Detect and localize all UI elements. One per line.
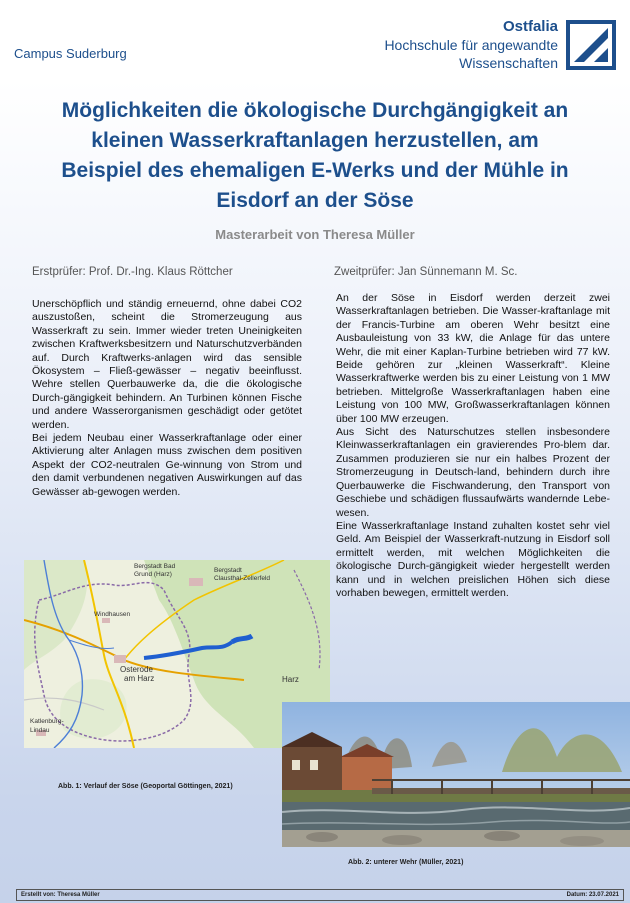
second-examiner: Zweitprüfer: Jan Sünnemann M. Sc. xyxy=(334,266,518,278)
logo-line-2: Hochschule für angewandte xyxy=(384,37,558,53)
footer-bar xyxy=(16,889,624,901)
weir-photo-graphic xyxy=(282,702,630,847)
title-line-3: Beispiel des ehemaligen E-Werks und der Mühle in xyxy=(61,159,569,182)
map-label-harz: Harz xyxy=(282,675,299,684)
right-paragraph-2: Aus Sicht des Naturschutzes stellen insbesondere Kleinwasserkraftanlagen ein gravierendes Pro-blem dar. Zusammen produzieren sie nur ein halbes Prozent der Stromerzeugung in Deutsch-land, behindern durch ihre Querbauwerke die Fischwanderung, den Transport von Geschiebe und schädigen flussaufwärts wandernde Lebe-wesen. xyxy=(336,426,610,519)
left-text-column xyxy=(32,298,302,499)
title-line-4: Eisdorf an der Söse xyxy=(216,189,414,212)
map-label-windhausen: Windhausen xyxy=(94,611,131,618)
logo-line-1: Ostfalia xyxy=(502,18,558,35)
poster-title xyxy=(10,96,620,216)
subtitle: Masterarbeit von Theresa Müller xyxy=(215,227,415,242)
left-paragraph-2: Bei jedem Neubau einer Wasserkraftanlage oder einer Aktivierung alter Anlagen muss zwischen dem positiven Aspekt der CO2-neutralen Ge-winnung von Strom und den damit verbundenen negativen Auswirkungen auf das Gewässer ab-gewogen werden. xyxy=(32,432,302,498)
left-paragraph-1: Unerschöpflich und ständig erneuernd, ohne dabei CO2 auszustoßen, scheint die Stromerzeugung aus Wasserkraft zu sein. Immer wieder treten Uneinigkeiten zwischen Kraftwerksbesitzern und Naturschutzverbänden auf. Durch Kraftwerks-anlagen wird das sensible Ökosystem – Fließ-gewässer – negativ beeinflusst. Wehre stellen Querbauwerke da, die die ökologische Durch-gängigkeit behindern. An Turbinen können Fische und andere Wasserorganismen geschädigt oder getötet werden. xyxy=(32,298,302,431)
photo-caption: Abb. 2: unterer Wehr (Müller, 2021) xyxy=(348,859,464,866)
map-label-grund: Grund (Harz) xyxy=(134,571,172,578)
title-line-1: Möglichkeiten die ökologische Durchgängigkeit an xyxy=(61,99,569,122)
university-name xyxy=(384,18,558,72)
map-label-clausthal-2: Clausthal-Zellerfeld xyxy=(214,575,270,582)
map-label-am-harz: am Harz xyxy=(124,674,155,683)
campus-label: Campus Suderburg xyxy=(14,46,127,61)
footer-created-by: Erstellt von: Theresa Müller xyxy=(21,892,100,898)
logo-line-3: Wissenschaften xyxy=(459,55,558,71)
map-caption: Abb. 1: Verlauf der Söse (Geoportal Göttingen, 2021) xyxy=(58,783,233,790)
footer-date: Datum: 23.07.2021 xyxy=(566,892,619,898)
weir-photo xyxy=(282,702,630,847)
right-text-column xyxy=(336,292,610,600)
first-examiner: Erstprüfer: Prof. Dr.-Ing. Klaus Röttcher xyxy=(32,266,233,278)
ostfalia-logo-icon xyxy=(566,20,616,70)
map-label-osterode: Osterode xyxy=(120,665,153,674)
title-line-2: kleinen Wasserkraftanlagen herzustellen, am xyxy=(91,129,539,152)
map-label-lindau: Lindau xyxy=(30,727,50,734)
map-label-clausthal-1: Bergstadt xyxy=(214,567,242,574)
right-paragraph-1: An der Söse in Eisdorf werden derzeit zwei Wasserkraftanlagen betrieben. Die Wasser-kraftanlage mit der Francis-Turbine am oberen Wehr besitzt eine Ausbauleistung von 33 kW, die Anlage für das untere Wehr, die mit einer Kaplan-Turbine betrieben wird 77 kW. Beide gehören zur „kleinen Wasserkraft“. Kleine Wasserkraftwerke werden bis zu einer Leistung von 1 MW betrieben. Mittelgroße Wasserkraftanlagen haben eine Leistung von 100 MW, Großwasserkraftanlagen können über 100 MW erzeugen. xyxy=(336,292,610,425)
map-label-bad-grund: Bergstadt Bad xyxy=(134,563,176,570)
right-paragraph-3: Eine Wasserkraftanlage Instand zuhalten kostet sehr viel Geld. Am Beispiel der Wasserkraft-nutzung in Eisdorf soll ermittelt werden, mit welchen Möglichkeiten die ökologische Durch-gängigkeit wieder hergestellt werden kann und in welchen preislichen Höhen sich diese vorhaben bewegen, ermittelt werden. xyxy=(336,519,610,599)
map-label-katlenburg: Katlenburg- xyxy=(30,718,64,725)
